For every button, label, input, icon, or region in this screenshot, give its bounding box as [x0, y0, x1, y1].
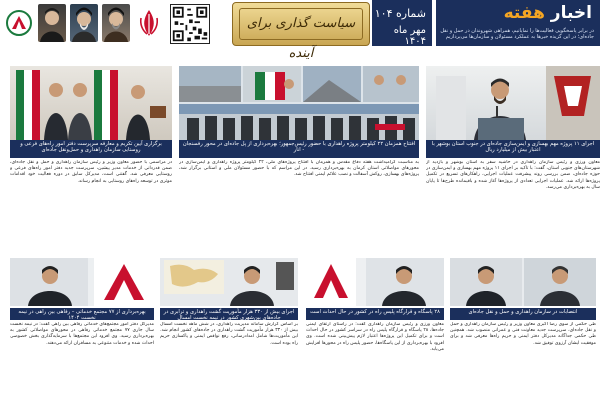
- plaque-text: سیاست گذاری برای آینده: [239, 8, 363, 40]
- article-inauguration-body: به مناسبت گرامیداشت هفته دفاع مقدس و همزمان با افتتاح پروژه‌های ملی، ۲۲ کیلومتر پروژه راهداری و ایمن‌سازی در محورهای مواصلاتی استان کرمان به بهره‌برداری رسید. در این مراسم که با حضور مسئولان ملی و استانی برگزار شد، پروژه‌های بهسازی، روکش آسفالت و نصب علائم ایمنی افتتاح شد.: [179, 160, 419, 178]
- article-appointment-body: در مراسمی با حضور معاون وزیر و رئیس سازمان راهداری و حمل و نقل جاده‌ای، ضمن قدردانی از خدمات مدیر پیشین، سرپرست جدید دفتر امور راه‌های فرعی و روستایی معرفی شد. گفتنی است، مدیرکل سابق در دوره فعالیت خود اقدامات موثری در توسعه راه‌های روستایی به انجام رساند.: [10, 160, 172, 184]
- issue-box: [372, 0, 432, 46]
- brand-word-week: هفته: [503, 3, 545, 23]
- calligraphy-plaque: [232, 2, 370, 61]
- brand-title: [504, 3, 592, 23]
- masthead: [0, 0, 600, 61]
- issue-number: شماره ۱۰۴: [374, 7, 426, 20]
- caption-patrol-missions: اجرای بیش از ۳۳۰ هزار مأموریت گشت راهداری و ترابری در جاده‌های بین‌شهری کشور در نیمه نخست امسال: [160, 308, 298, 320]
- article-appointments-body: طی حکمی از سوی رضا اکبری معاون وزیر و رئیس سازمان راهداری و حمل و نقل جاده‌ای، سرپرست جدید معاونت فنی و عمرانی منصوب شد. همچنین طی حکمی جداگانه مدیرکل دفتر ایمنی و حریم راه‌ها معرفی شد و برای موفقیت ایشان آرزوی توفیق شد.: [450, 322, 596, 346]
- article-patrol-body: بر اساس گزارش سامانه مدیریت راهداری، در شش ماهه نخست امسال بیش از ۳۳۰ هزار مأموریت گشت راهداری در جاده‌های کشور انجام شد. این مأموریت‌ها شامل امدادرسانی، رفع نواقص ایمنی و پاکسازی حریم راه بوده است.: [160, 322, 298, 346]
- photo-speaker-podium: [426, 66, 600, 140]
- person-icon: [70, 4, 98, 42]
- service-complexes-scene: [10, 258, 154, 306]
- patrol-scene: [160, 258, 298, 306]
- brand-subtitle: در برابر پاسخگویی فعالیت‌ها را نمایانیم، همراهی شهروندان در حمل و نقل جاده‌ای؛ در این گزیده خبرها به عملکرد مسئولان و سازمان‌ها می‌پردازیم: [440, 28, 594, 40]
- police-stations-scene: [306, 258, 444, 306]
- portrait-3: [102, 4, 130, 42]
- ceremony-scene: [10, 66, 172, 140]
- caption-inauguration: افتتاح همزمان ۲۲ کیلومتر پروژه راهداری با حضور رئیس‌جمهور؛ بهره‌برداری از پل جاده‌ای در محور رفسنجان - انار: [179, 140, 419, 158]
- article-police-stations-body: معاون ورزی و رئیس سازمان راهداری گفت: در راستای ارتقای ایمنی جاده‌ها، ۲۸ پاسگاه و قرارگاه پلیس راه در سراسر کشور در حال احداث است و برای تکمیل این پروژه‌ها اعتبار لازم پیش‌بینی شده است. وی افزود با بهره‌برداری از این پاسگاه‌ها، حضور پلیس راه در محورها افزایش می‌یابد.: [306, 322, 444, 352]
- brand-block: [436, 0, 600, 46]
- qr-code-icon[interactable]: [170, 4, 210, 44]
- issue-date: مهر ماه ۱۴۰۴: [393, 25, 426, 47]
- person-icon: [102, 4, 130, 42]
- national-emblem-icon: [136, 8, 162, 38]
- brand-word-news: اخبار: [550, 3, 592, 23]
- portrait-1: [38, 4, 66, 42]
- caption-appointments: انتصابات در سازمان راهداری و حمل و نقل جاده‌ای: [450, 308, 596, 320]
- person-icon: [38, 4, 66, 42]
- speaker-scene: [426, 66, 600, 140]
- portraits-strip: [38, 4, 132, 42]
- caption-service-complexes: بهره‌برداری از ۷۷ مجتمع خدماتی – رفاهی بین راهی در نیمه نخست ۱۴۰۴: [10, 308, 154, 320]
- collage-scene: [179, 66, 419, 140]
- article-service-complexes-body: مدیرکل دفتر امور مجتمع‌های خدماتی رفاهی بین راهی گفت: در نیمه نخست سال جاری ۷۷ مجتمع خدماتی رفاهی در محورهای مواصلاتی کشور به بهره‌برداری رسید. وی افزود این مجتمع‌ها با سرمایه‌گذاری بخش خصوصی احداث شده و خدمات متنوعی به مسافران ارائه می‌دهند.: [10, 322, 154, 346]
- appointees-scene: [450, 258, 596, 306]
- photo-inauguration-collage: [179, 66, 419, 140]
- photo-patrol-missions: [160, 258, 298, 306]
- photo-appointment-ceremony: [10, 66, 172, 140]
- caption-police-stations: ۲۸ پاسگاه و قرارگاه پلیس راه در کشور در حال احداث است: [306, 308, 444, 320]
- article-bushehr-body: معاون ورزی و رئیس سازمان راهداری در حاشیه سفر به استان بوشهر و بازدید از شهرستان‌های جنوبی استان، گفت: با تاکید بر اجرای ۱۱ پروژه مهم بهسازی و ایمن‌سازی در حوزه جاده‌ای، ضمن بررسی روند پیشرفت عملیات اجرایی، راهکارهای تسریع در تکمیل پروژه‌ها ارائه شد. عملیات اجرایی تعدادی از پروژه‌ها آغاز شده و باقیمانده طرح‌ها تا پایان سال به بهره‌برداری می‌رسد.: [426, 160, 600, 190]
- photo-appointees: [450, 258, 596, 306]
- caption-appointment: برگزاری آیین تکریم و معارفه سرپرست دفتر امور راه‌های فرعی و روستایی سازمان راهداری و حمل‌ونقل جاده‌ای: [10, 140, 172, 158]
- photo-service-complexes: [10, 258, 154, 306]
- caption-bushehr-projects: اجرای ۱۱ پروژه مهم بهسازی و ایمن‌سازی جاده‌ای در جنوب استان بوشهر با اعتبار بیش از میلیارد ریال: [426, 140, 600, 158]
- photo-police-stations: [306, 258, 444, 306]
- road-agency-logo-icon: [6, 10, 32, 36]
- portrait-2: [70, 4, 98, 42]
